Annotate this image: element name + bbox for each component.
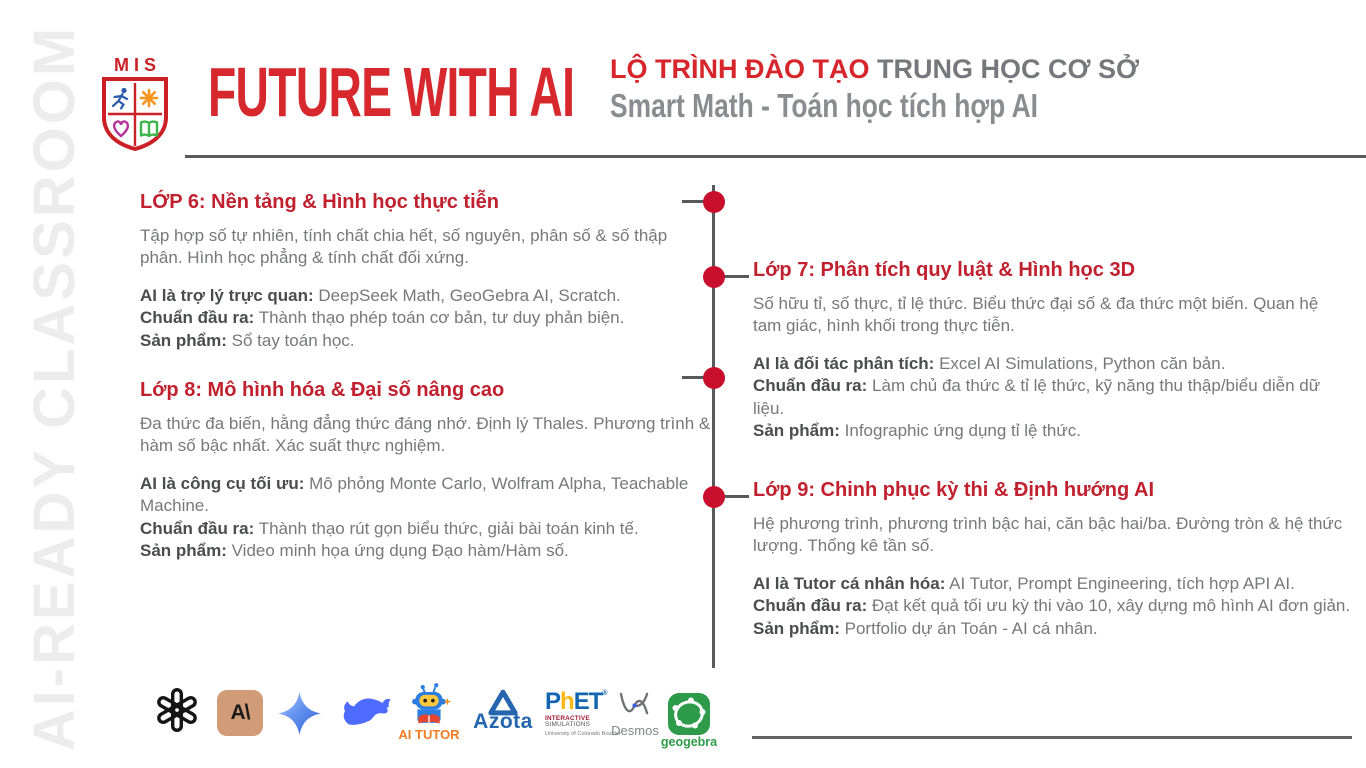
detail-text: Sổ tay toán học.: [231, 330, 355, 350]
detail-label: Sản phẩm:: [753, 421, 840, 441]
claude-mark: A\: [230, 701, 250, 724]
grade-9-title: Lớp 9: Chinh phục kỳ thi & Định hướng AI: [753, 479, 1155, 501]
phet-subtitle: INTERACTIVE SIMULATIONS: [545, 715, 591, 729]
phet-letter-p: P: [545, 688, 561, 715]
desmos-curves-icon: [618, 690, 651, 724]
grade-8-section: [140, 379, 718, 563]
detail-label: Sản phẩm:: [753, 618, 840, 638]
detail-row: [140, 540, 718, 562]
grade-6-details: [140, 285, 712, 352]
detail-text: Thành thạo rút gọn biểu thức, giải bài toán kinh tế.: [258, 518, 639, 538]
program-highlight: LỘ TRÌNH ĐÀO TẠO: [610, 54, 870, 84]
grade-9-details: [753, 573, 1353, 640]
detail-text: AI Tutor, Prompt Engineering, tích hợp API AI.: [949, 573, 1295, 593]
ai-tutor-robot-icon: [402, 682, 456, 732]
mis-school-logo: [99, 55, 171, 156]
grade-8-description: Đa thức đa biến, hằng đẳng thức đáng nhớ. Định lý Thales. Phương trình & hàm số bậc nhất. Xác suất thực nghiệm.: [140, 414, 711, 456]
geogebra-app-icon: [667, 692, 711, 741]
detail-text: Đạt kết quả tối ưu kỳ thi vào 10, xây dựng mô hình AI đơn giản.: [872, 596, 1351, 616]
detail-row: [140, 473, 718, 518]
grade-7-title: Lớp 7: Phân tích quy luật & Hình học 3D: [753, 259, 1136, 281]
grade-7-section: [753, 259, 1349, 443]
program-level: TRUNG HỌC CƠ SỞ: [877, 54, 1140, 84]
geogebra-label: geogebra: [660, 735, 718, 749]
detail-label: Sản phẩm:: [140, 541, 227, 561]
phet-credit: University of Colorado Boulder: [545, 730, 621, 737]
program-header: [610, 54, 1145, 122]
phet-registered-mark: ®: [602, 690, 607, 697]
openai-icon: [155, 688, 199, 737]
detail-row: [140, 518, 718, 540]
brand-title: FUTURE WITH AI: [208, 53, 575, 131]
detail-label: AI là trợ lý trực quan:: [140, 285, 314, 305]
claude-icon: [217, 690, 263, 736]
detail-row: [140, 330, 712, 352]
detail-label: Chuẩn đầu ra:: [753, 376, 868, 396]
detail-label: Chuẩn đầu ra:: [140, 308, 255, 328]
detail-label: AI là Tutor cá nhân hóa:: [753, 573, 946, 593]
detail-text: Làm chủ đa thức & tỉ lệ thức, kỹ năng thu thập/biểu diễn dữ liệu.: [753, 376, 1321, 418]
detail-label: AI là công cụ tối ưu:: [140, 473, 305, 493]
detail-text: Video minh họa ứng dụng Đạo hàm/Hàm số.: [231, 541, 569, 561]
gemini-icon: [277, 691, 322, 741]
grade-6-title: LỚP 6: Nền tảng & Hình học thực tiễn: [140, 191, 499, 213]
detail-row: [140, 307, 712, 329]
detail-text: Portfolio dự án Toán - AI cá nhân.: [844, 618, 1098, 638]
deepseek-whale-icon: [341, 693, 391, 736]
detail-row: [753, 353, 1349, 375]
grade-8-details: [140, 473, 718, 563]
detail-text: Infographic ứng dụng tỉ lệ thức.: [844, 421, 1081, 441]
grade-6-description: Tập hợp số tự nhiên, tính chất chia hết, số nguyên, phân số & số thập phân. Hình học phẳng & tính chất đối xứng.: [140, 226, 668, 268]
phet-title: [545, 690, 625, 714]
grade-6-section: [140, 191, 712, 352]
azota-label: Azota: [473, 710, 533, 733]
detail-text: DeepSeek Math, GeoGebra AI, Scratch.: [318, 285, 621, 305]
grade-7-details: [753, 353, 1349, 443]
header-divider: [185, 155, 1366, 158]
detail-row: [753, 595, 1353, 617]
program-subtitle: Smart Math - Toán học tích hợp AI: [610, 87, 1038, 124]
mis-shield-icon: [100, 77, 170, 151]
grade-9-description: Hệ phương trình, phương trình bậc hai, căn bậc hai/ba. Đường tròn & hệ thức lượng. Thống kê tần số.: [753, 514, 1343, 556]
detail-label: Sản phẩm:: [140, 330, 227, 350]
phet-letter-h: h: [560, 688, 574, 715]
grade-8-title: Lớp 8: Mô hình hóa & Đại số nâng cao: [140, 379, 505, 401]
grade-7-description: Số hữu tỉ, số thực, tỉ lệ thức. Biểu thức đại số & đa thức một biến. Quan hệ tam giác, hình khối trong thực tiễn.: [753, 294, 1319, 336]
phet-letters-et: ET: [573, 688, 603, 715]
detail-label: AI là đối tác phân tích:: [753, 353, 935, 373]
detail-row: [753, 375, 1349, 420]
detail-text: Mô phỏng Monte Carlo, Wolfram Alpha, Teachable Machine.: [140, 473, 689, 516]
detail-row: [140, 285, 712, 307]
detail-row: [753, 573, 1353, 595]
desmos-label: Desmos: [611, 723, 659, 738]
detail-row: [753, 420, 1349, 442]
grade-9-section: [753, 479, 1353, 640]
mis-logo-text: MIS: [113, 55, 161, 75]
ai-tutor-label: AI TUTOR: [398, 727, 460, 742]
star-icon: [141, 90, 157, 106]
detail-label: Chuẩn đầu ra:: [753, 596, 868, 616]
detail-row: [753, 618, 1353, 640]
detail-text: Excel AI Simulations, Python căn bản.: [939, 353, 1226, 373]
detail-label: Chuẩn đầu ra:: [140, 518, 255, 538]
watermark-text: AI-READY CLASSROOM: [22, 24, 87, 752]
detail-text: Thành thạo phép toán cơ bản, tư duy phản biện.: [258, 308, 625, 328]
footer-divider: [752, 736, 1352, 739]
